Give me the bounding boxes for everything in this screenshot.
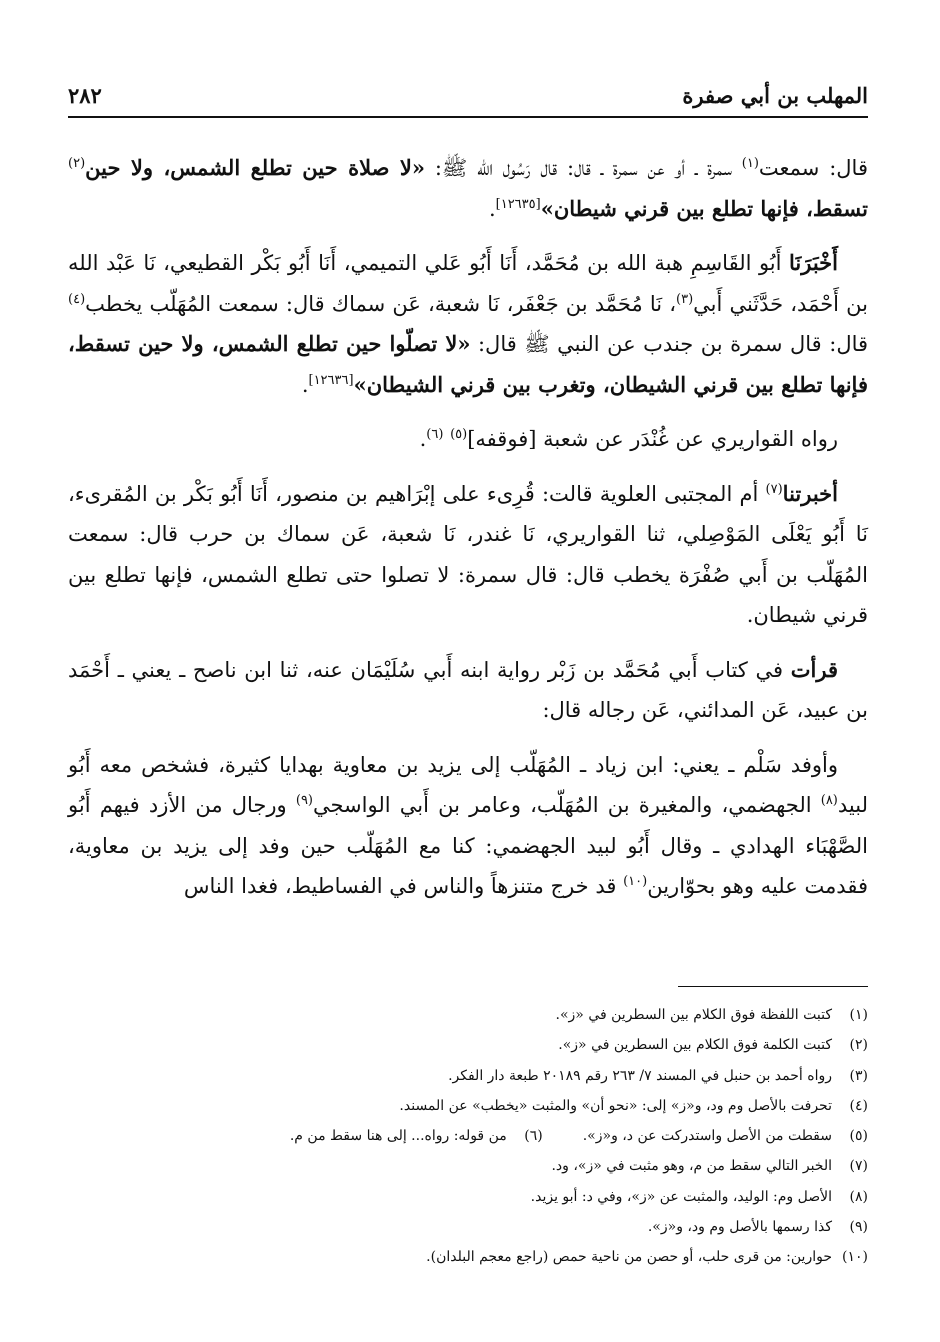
text: أم المجتبى العلوية قالت: قُرِىء على إبْرَاهيم بن منصور، أَنَا أَبُو بَكْر بن المُقرىء، نَا أَبُو يَعْلَى المَوْصِلي، ثنا القواريري، نَا غندر، نَا شعبة، عَن سماك بن حرب قال: سمعت المُهَلّب بن أَبي صُفْرَة يخطب قال: قال سمرة: لا تصلوا حتى تطلع الشمس، فإنها تطلع بين قرني شيطان.	[68, 481, 868, 627]
footnote-item	[68, 1121, 868, 1151]
hadith-text: تسقط، فإنها تطلع بين قرني شيطان»	[540, 195, 868, 221]
running-title: المهلب بن أبي صفرة	[682, 83, 868, 108]
footnote-text: حوارين: من قرى حلب، أو حصن من ناحية حمص (راجع معجم البلدان).	[426, 1249, 832, 1266]
text: وأوفد سَلْم ـ يعني: ابن زياد ـ المُهَلّب إلى يزيد بن معاوية بهدايا كثيرة، فشخص معه أَبُو لبيد	[68, 752, 868, 817]
footnote-text: تحرفت بالأصل وم ود، و«ز» إلى: «نحو أن» والمثبت «يخطب» عن المسند.	[399, 1097, 832, 1114]
footnote-text: كذا رسمها بالأصل وم ود، و«ز».	[647, 1219, 832, 1236]
footnote-ref: (٨)	[820, 793, 838, 808]
footnote-item	[68, 1151, 868, 1181]
paragraph-2	[68, 243, 868, 405]
paragraph-3	[68, 419, 868, 460]
footnote-number: (٥)	[849, 1128, 868, 1145]
text: ورجال من الأزد فيهم أَبُو الصَّهْبَاء الهدادي ـ وقال أَبُو لبيد الجهضمي: كنا مع المُهَلّب حين وفد إلى يزيد بن معاوية، فقدمت عليه وهو بحوّارين	[68, 793, 868, 898]
footnote-text: سقطت من الأصل واستدركت عن د، و«ز».	[582, 1128, 832, 1145]
page-header	[68, 84, 868, 118]
text: قد خرج متنزهاً والناس في الفساطيط، فغدا الناس	[183, 874, 624, 898]
footnote-ref: (٤)	[68, 291, 86, 307]
footnote-separator	[678, 986, 868, 987]
footnote-number: (١)	[849, 1007, 868, 1023]
paragraph-5	[68, 650, 868, 731]
footnote-number: (٩)	[849, 1219, 868, 1236]
footnote-item	[68, 1242, 868, 1272]
footnote-item	[68, 1000, 868, 1030]
footnote-text: من قوله: رواه... إلى هنا سقط من م.	[289, 1128, 507, 1145]
text: .	[488, 196, 496, 221]
footnote-item	[68, 1091, 868, 1121]
footnote-ref: (٣)	[676, 291, 694, 307]
footnote-text: كتبت الكلمة فوق الكلام بين السطرين في «ز».	[558, 1037, 832, 1054]
footnote-text: رواه أحمد بن حنبل في المسند ٧/ ٢٦٣ رقم ٢٠١٨٩ طبعة دار الفكر.	[448, 1067, 832, 1084]
footnote-ref: (٩)	[295, 793, 313, 808]
hadith-number: [١٢٦٣٥]	[495, 196, 541, 212]
footnote-item	[68, 1182, 868, 1212]
text: قال: قال سمرة بن جندب عن النبي ﷺ قال:	[470, 332, 869, 356]
footnote-number: (٤)	[849, 1097, 868, 1114]
footnote-number: (٦)	[524, 1128, 543, 1145]
hadith-text: «لا صلاة حين تطلع الشمس، ولا حين	[85, 155, 426, 180]
main-text	[68, 148, 868, 921]
footnote-ref: (١)	[741, 156, 759, 171]
isnad-lead: قرأت	[790, 656, 838, 682]
text: في كتاب أَبي مُحَمَّد بن زَبْر رواية ابنه أَبي سُلَيْمَان عنه، ثنا ابن ناصح ـ يعني ـ أَحْمَد بن عبيد، عَن المدائني، عَن رجاله قال:	[68, 657, 868, 722]
footnote-ref: (٥)	[450, 427, 468, 442]
paragraph-6	[68, 745, 868, 907]
footnote-text: الأصل وم: الوليد، والمثبت عن «ز»، وفي د: أبو يزيد.	[530, 1188, 832, 1205]
text: .	[419, 427, 427, 451]
paragraph-4	[68, 474, 868, 636]
text: سمرة ـ أو عن سمرة ـ قال: قال رَسُول الله ﷺ:	[425, 156, 742, 180]
footnote-number: (٧)	[849, 1158, 868, 1175]
isnad-lead: أخبرتنا	[782, 480, 838, 506]
footnote-number: (٢)	[849, 1037, 868, 1054]
page-number: ٢٨٢	[68, 83, 102, 108]
text: رواه القواريري عن غُنْدَر عن شعبة [فوقفه]	[467, 427, 838, 451]
footnote-item	[68, 1061, 868, 1091]
footnote-ref: (١٠)	[623, 874, 648, 889]
footnote-number: (١٠)	[842, 1249, 868, 1266]
footnote-text: كتبت اللفظة فوق الكلام بين السطرين في «ز».	[555, 1007, 832, 1023]
text: الجهضمي، والمغيرة بن المُهَلّب، وعامر بن أَبي الواسجي	[313, 793, 821, 817]
text: قال: سمعت	[758, 156, 868, 180]
hadith-number: [١٢٦٣٦]	[308, 372, 354, 388]
text: ، نَا مُحَمَّد بن جَعْفَر، نَا شعبة، عَن سماك قال: سمعت المُهَلّب يخطب	[85, 291, 676, 316]
footnote-ref: (٢)	[68, 156, 86, 171]
isnad-lead: أَخْبَرَنَا	[789, 250, 838, 275]
footnotes	[68, 1000, 868, 1273]
footnote-number: (٨)	[849, 1188, 868, 1205]
footnote-ref: (٧)	[765, 481, 783, 497]
text: .	[301, 372, 309, 397]
footnote-number: (٣)	[849, 1067, 868, 1084]
footnote-ref: (٦)	[426, 427, 444, 442]
footnote-item	[68, 1030, 868, 1060]
paragraph-1	[68, 148, 868, 229]
footnote-text: الخبر التالي سقط من م، وهو مثبت في «ز»، ود.	[551, 1158, 832, 1175]
text: أَبُو القَاسِمِ هبة الله بن مُحَمَّد، أَنَا أَبُو عَلي التميمي، أَنَا أَبُو بَكْر القطيعي، نَا عَبْد الله بن أَحْمَد، حَدَّثَني أَبي	[68, 251, 868, 316]
footnote-item	[68, 1212, 868, 1242]
hadith-text: «لا تصلّوا حين تطلع الشمس، ولا حين تسقط، فإنها تطلع بين قرني الشيطان، وتغرب بين قرني الشيطان»	[68, 331, 868, 397]
